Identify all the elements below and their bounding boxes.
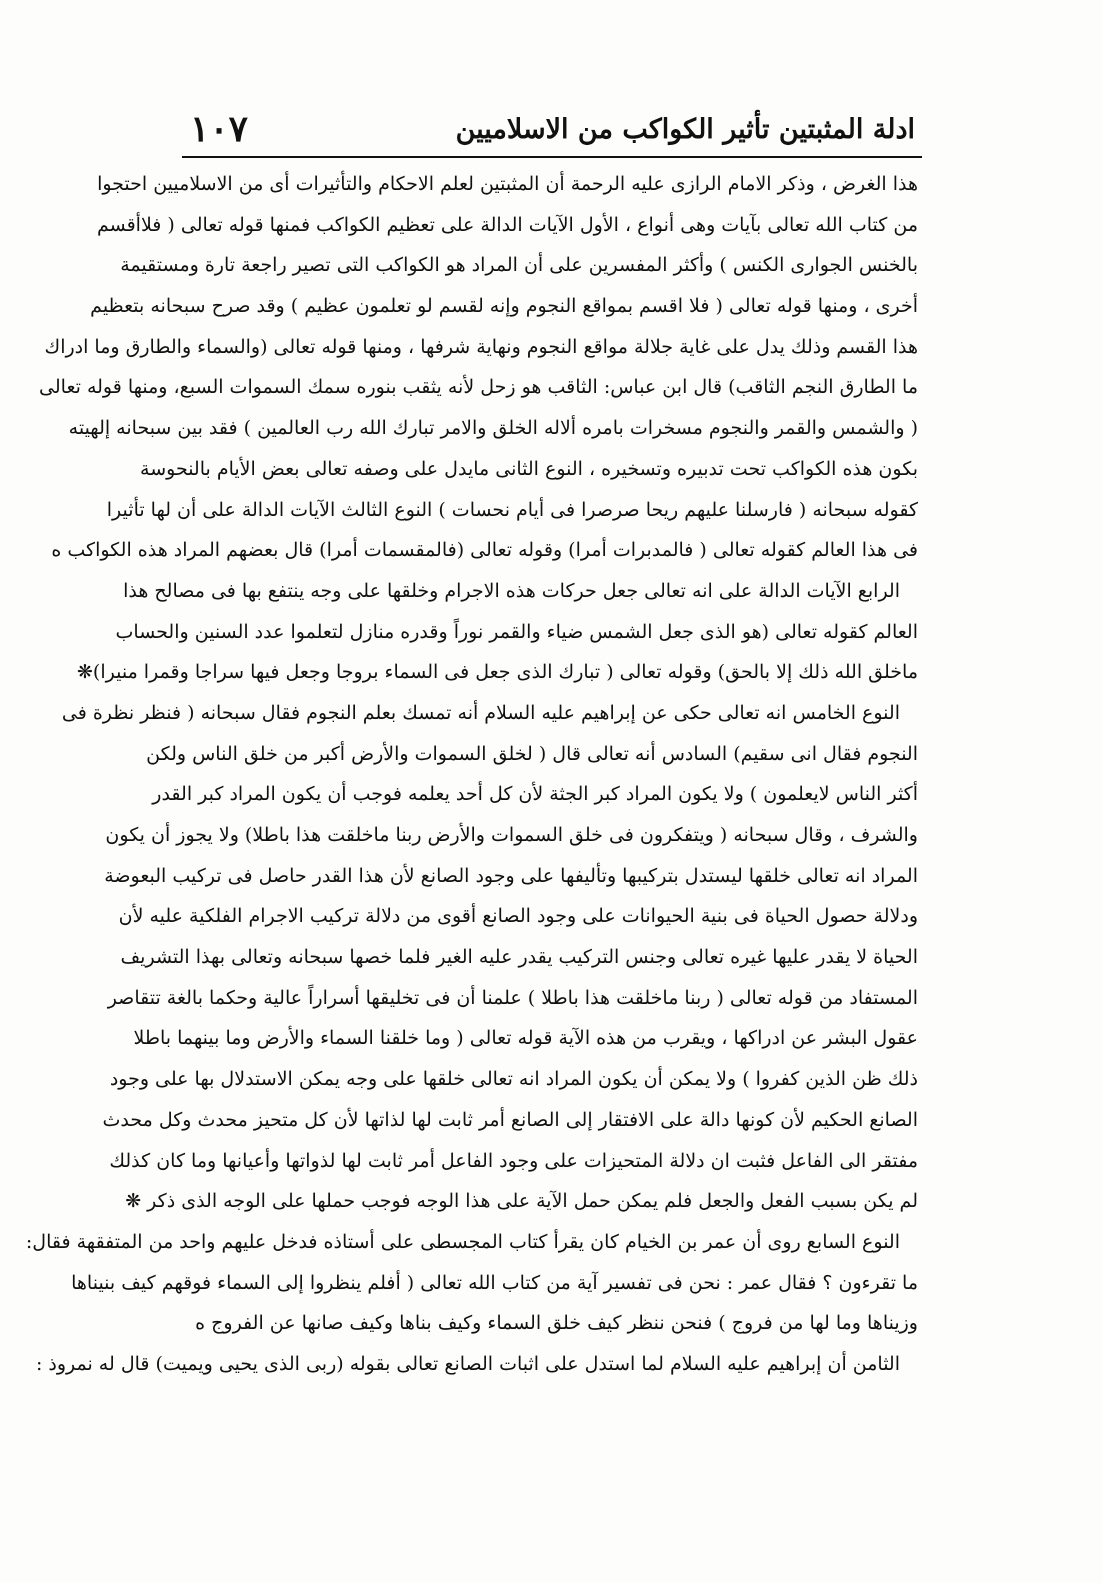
text-line: ( والشمس والقمر والنجوم مسخرات بامره ألاله الخلق والامر تبارك الله رب العالمين ) فقد بين سبحانه إلهيته [68, 417, 918, 440]
text-line: النوع السابع روى أن عمر بن الخيام كان يقرأ كتاب المجسطى على أستاذه فدخل عليهم واحد من المتفقهة فقال: [25, 1230, 900, 1253]
text-line: المستفاد من قوله تعالى ( ربنا ماخلقت هذا باطلا ) علمنا أن فى تخليقها أسراراً عالية وحكما بالغة تتقاصر [107, 986, 918, 1009]
text-line: بالخنس الجوارى الكنس ) وأكثر المفسرين على أن المراد هو الكواكب التى تصير راجعة تارة ومستقيمة [120, 254, 918, 277]
text-line: ماخلق الله ذلك إلا بالحق) وقوله تعالى ( تبارك الذى جعل فى السماء بروجا وجعل فيها سراجا وقمرا منيرا)❋ [77, 661, 918, 684]
text-line: أكثر الناس لايعلمون ) ولا يكون المراد كبر الجثة لأن كل أحد يعلمه فوجب أن يكون المراد كبر القدر [152, 783, 918, 806]
text-line: النجوم فقال انى سقيم) السادس أنه تعالى قال ( لخلق السموات والأرض أكبر من خلق الناس ولكن [146, 742, 918, 765]
page-header [190, 108, 915, 158]
text-line: لم يكن بسبب الفعل والجعل فلم يمكن حمل الآية على هذا الوجه فوجب حملها على الوجه الذى ذكر ❋ [125, 1190, 918, 1213]
text-line: من كتاب الله تعالى بآيات وهى أنواع ، الأول الآيات الدالة على تعظيم الكواكب فمنها قوله تعالى ( فلاأقسم [96, 213, 918, 236]
text-line: فى هذا العالم كقوله تعالى ( فالمدبرات أمرا) وقوله تعالى (فالمقسمات أمرا) قال بعضهم المراد هذه الكواكب ه [51, 539, 918, 562]
text-line: ما الطارق النجم الثاقب) قال ابن عباس: الثاقب هو زحل لأنه يثقب بنوره سمك السموات السبع، ومنها قوله تعالى [39, 376, 918, 399]
text-line: كقوله سبحانه ( فارسلنا عليهم ريحا صرصرا فى أيام نحسات ) النوع الثالث الآيات الدالة على أن لها تأثيرا [106, 498, 918, 521]
text-line: النوع الخامس انه تعالى حكى عن إبراهيم عليه السلام أنه تمسك بعلم النجوم فقال سبحانه ( فنظر نظرة فى [61, 701, 900, 724]
body-text [25, 164, 918, 1385]
text-line: ودلالة حصول الحياة فى بنية الحيوانات على وجود الصانع أقوى من دلالة تركيب الاجرام الفلكية عليه لأن [118, 905, 918, 928]
text-line: ما تقرءون ؟ فقال عمر : نحن فى تفسير آية من كتاب الله تعالى ( أفلم ينظروا إلى السماء فوقهم كيف بنيناها [71, 1271, 918, 1294]
text-line: وزيناها وما لها من فروج ) فنحن ننظر كيف خلق السماء وكيف بناها وكيف صانها عن الفروج ه [195, 1312, 918, 1335]
text-line: هذا الغرض ، وذكر الامام الرازى عليه الرحمة أن المثبتين لعلم الاحكام والتأثيرات أى من الاسلاميين احتجوا [97, 173, 918, 195]
text-line: الصانع الحكيم لأن كونها دالة على الافتقار إلى الصانع أمر ثابت لها لذاتها لأن كل متحيز محدث وكل محدث [102, 1108, 918, 1131]
text-line: الثامن أن إبراهيم عليه السلام لما استدل على اثبات الصانع تعالى بقوله (ربى الذى يحيى ويميت) قال له نمروذ : [35, 1352, 900, 1375]
text-line: المراد انه تعالى خلقها ليستدل بتركيبها وتأليفها على وجود الصانع لأن هذا القدر حاصل فى تركيب البعوضة [104, 864, 918, 887]
text-line: ذلك ظن الذين كفروا ) ولا يمكن أن يكون المراد انه تعالى خلقها على وجه يمكن الاستدلال بها على وجود [109, 1068, 918, 1091]
page-number: ١٠٧ [190, 108, 249, 150]
text-line: هذا القسم وذلك يدل على غاية جلالة مواقع النجوم ونهاية شرفها ، ومنها قوله تعالى (والسماء والطارق وما ادراك [44, 335, 918, 358]
text-line: عقول البشر عن ادراكها ، ويقرب من هذه الآية قوله تعالى ( وما خلقنا السماء والأرض وما بينهما باطلا [133, 1027, 918, 1050]
running-title: ادلة المثبتين تأثير الكواكب من الاسلاميين [455, 114, 915, 145]
text-line: أخرى ، ومنها قوله تعالى ( فلا اقسم بمواقع النجوم وإنه لقسم لو تعلمون عظيم ) وقد صرح سبحانه بتعظيم [90, 295, 918, 318]
text-line: والشرف ، وقال سبحانه ( ويتفكرون فى خلق السموات والأرض ربنا ماخلقت هذا باطلا) ولا يجوز أن يكون [105, 824, 918, 846]
text-line: الرابع الآيات الدالة على انه تعالى جعل حركات هذه الاجرام وخلقها على وجه ينتفع بها فى مصالح هذا [123, 579, 900, 602]
text-line: الحياة لا يقدر عليها غيره تعالى وجنس التركيب يقدر عليه الغير فلما خصها سبحانه وتعالى بهذا التشريف [120, 946, 918, 969]
text-line: بكون هذه الكواكب تحت تدبيره وتسخيره ، النوع الثانى مايدل على وصفه تعالى بعض الأيام بالنحوسة [140, 457, 918, 480]
text-line: مفتقر الى الفاعل فثبت ان دلالة المتحيزات على وجود الفاعل أمر ثابت لها لذواتها وأعيانها وما كان كذلك [109, 1149, 918, 1172]
header-rule [182, 156, 922, 158]
text-line: العالم كقوله تعالى (هو الذى جعل الشمس ضياء والقمر نوراً وقدره منازل لتعلموا عدد السنين والحساب [115, 620, 918, 643]
